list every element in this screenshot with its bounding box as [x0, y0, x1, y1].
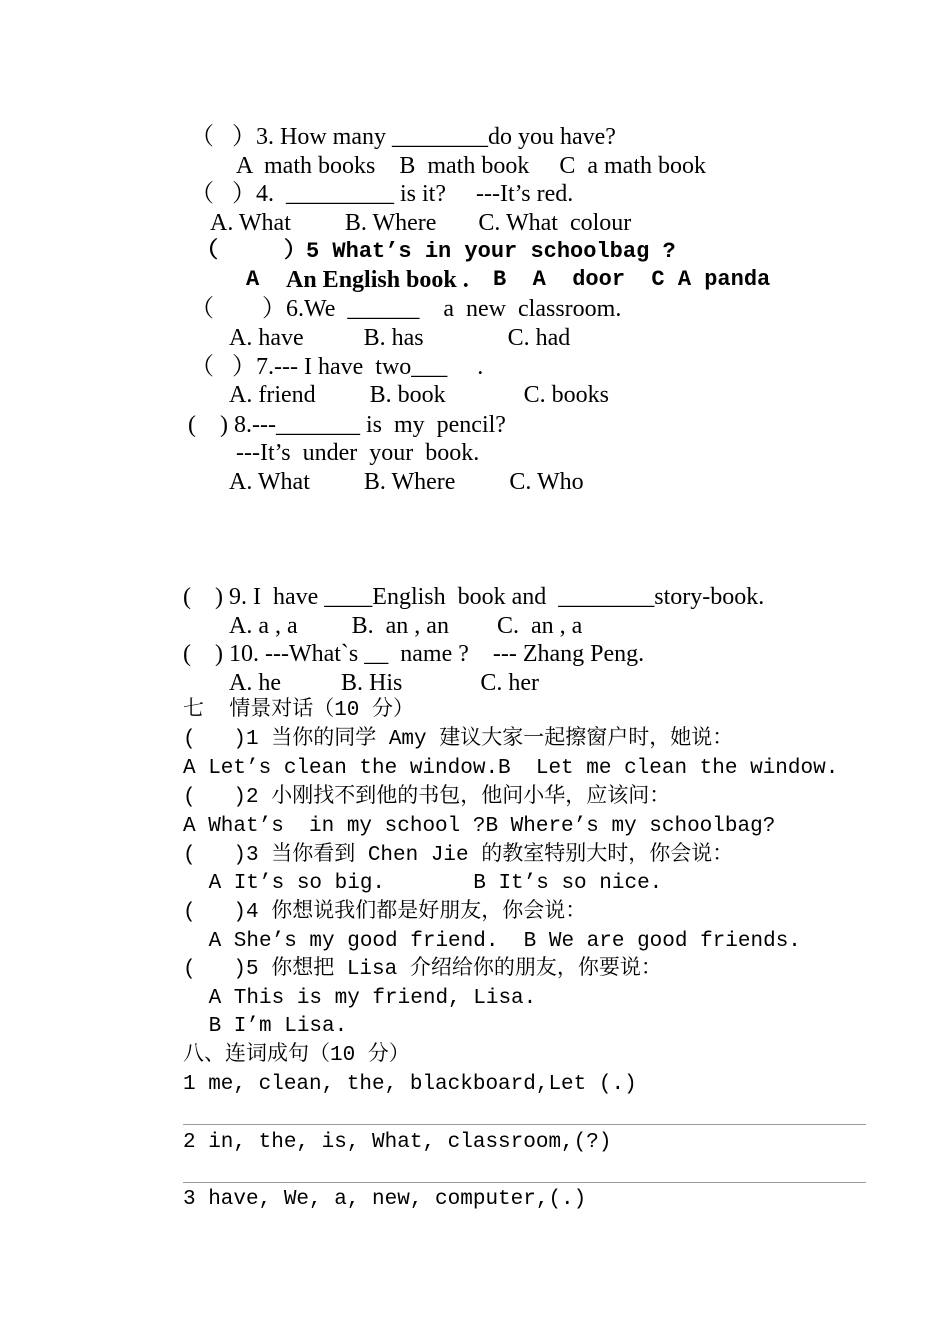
- q8-options: A. What B. Where C. Who: [229, 469, 584, 495]
- section7-q1: ( )1 当你的同学 Amy 建议大家一起擦窗户时，她说：: [183, 728, 734, 751]
- section8-item-3: 3 have, We, a, new, computer,(.): [183, 1188, 587, 1211]
- section7-q3-answers: A It’s so big. B It’s so nice.: [196, 872, 663, 895]
- section7-q2: ( )2 小刚找不到他的书包，他问小华，应该问：: [183, 786, 671, 809]
- section8-item-2: 2 in, the, is, What, classroom,(?): [183, 1131, 612, 1154]
- q7-stem: （ ）7.--- I have two___ .: [190, 354, 484, 380]
- section7-q4: ( )4 你想说我们都是好朋友，你会说：: [183, 901, 587, 924]
- q4-options: A. What B. Where C. What colour: [210, 210, 632, 236]
- q3-options: A math books B math book C a math book: [236, 153, 706, 179]
- q5-stem: （ ）5 What’s in your schoolbag ?: [196, 239, 676, 264]
- section7-title: 七 情景对话（10 分）: [183, 699, 415, 722]
- q9-options: A. a , a B. an , an C. an , a: [229, 613, 583, 639]
- q10-options: A. he B. His C. her: [229, 670, 539, 696]
- q8-stem: ( ) 8.---_______ is my pencil?: [188, 412, 506, 438]
- section7-q5: ( )5 你想把 Lisa 介绍给你的朋友，你要说：: [183, 958, 662, 981]
- q4-stem: （ ）4. _________ is it? ---It’s red.: [190, 181, 574, 207]
- section7-q2-answers: A What’s in my school ?B Where’s my schoolbag?: [183, 815, 776, 838]
- section8-title: 八、连词成句（10 分）: [183, 1044, 410, 1067]
- q6-stem: （ ）6.We ______ a new classroom.: [190, 296, 622, 322]
- answer-line-1: [183, 1124, 866, 1125]
- answer-line-2: [183, 1182, 866, 1183]
- section7-q3: ( )3 当你看到 Chen Jie 的教室特别大时，你会说：: [183, 844, 734, 867]
- section8-item-1: 1 me, clean, the, blackboard,Let (.): [183, 1073, 637, 1096]
- q5-option-a-letter: A: [246, 267, 260, 292]
- section7-q4-answers: A She’s my good friend. B We are good friends.: [196, 930, 801, 953]
- q5-option-a-text: An English book .: [286, 267, 469, 293]
- q6-options: A. have B. has C. had: [229, 325, 571, 351]
- q9-stem: ( ) 9. I have ____English book and ________story-book.: [183, 584, 765, 610]
- q3-stem: （ ）3. How many ________do you have?: [190, 124, 616, 150]
- section7-q5-answer-a: A This is my friend, Lisa.: [196, 987, 537, 1010]
- q7-options: A. friend B. book C. books: [229, 382, 609, 408]
- section7-q5-answer-b: B I’m Lisa.: [196, 1015, 348, 1038]
- q10-stem: ( ) 10. ---What`s __ name ? --- Zhang Peng.: [183, 641, 645, 667]
- section7-q1-answers: A Let’s clean the window.B Let me clean the window.: [183, 757, 839, 780]
- q8-answer: ---It’s under your book.: [236, 440, 480, 466]
- q5-options-bc: B A door C A panda: [493, 267, 771, 292]
